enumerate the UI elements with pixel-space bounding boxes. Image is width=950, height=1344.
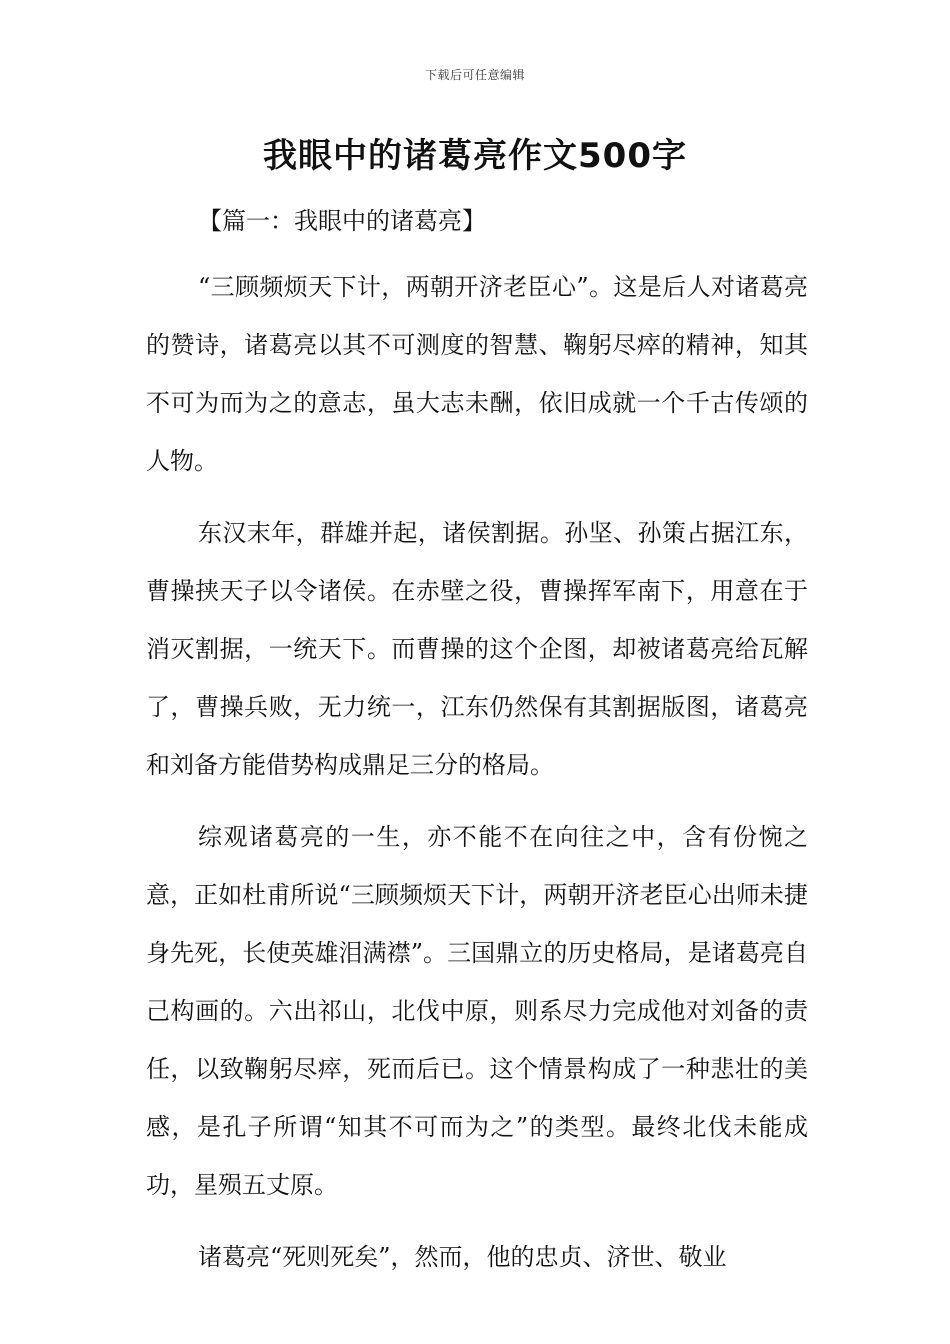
header-note: 下载后可任意编辑 [424, 68, 525, 82]
paragraph-2: 东汉末年，群雄并起，诸侯割据。孙坚、孙策占据江东，曹操挟天子以令诸侯。在赤壁之役，曹操挥军南下，用意在于消灭割据，一统天下。而曹操的这个企图，却被诸葛亮给瓦解了，曹操兵败，无力统一，江东仍然保有其割据版图，诸葛亮和刘备方能借势构成鼎足三分的格局。 [146, 519, 808, 779]
paragraph-1: “三顾频烦天下计，两朝开济老臣心”。这是后人对诸葛亮的赞诗，诸葛亮以其不可测度的智慧、鞠躬尽瘁的精神，知其不可为而为之的意志，虽大志未酬，依旧成就一个千古传颂的人物。 [146, 273, 808, 475]
document-body [146, 200, 808, 1286]
document-title: 我眼中的诸葛亮作文500字 [263, 136, 687, 176]
section-heading: 【篇一：我眼中的诸葛亮】 [198, 207, 486, 235]
paragraph-4: 诸葛亮“死则死矣”，然而，他的忠贞、济世、敬业 [198, 1243, 727, 1271]
paragraph-3: 综观诸葛亮的一生，亦不能不在向往之中，含有份惋之意，正如杜甫所说“三顾频烦天下计，两朝开济老臣心出师未捷身先死，长使英雄泪满襟”。三国鼎立的历史格局，是诸葛亮自己构画的。六出祁山，北伐中原，则系尽力完成他对刘备的责任，以致鞠躬尽瘁，死而后已。这个情景构成了一种悲壮的美感，是孔子所谓“知其不可而为之”的类型。最终北伐未能成功，星殒五丈原。 [146, 823, 808, 1199]
